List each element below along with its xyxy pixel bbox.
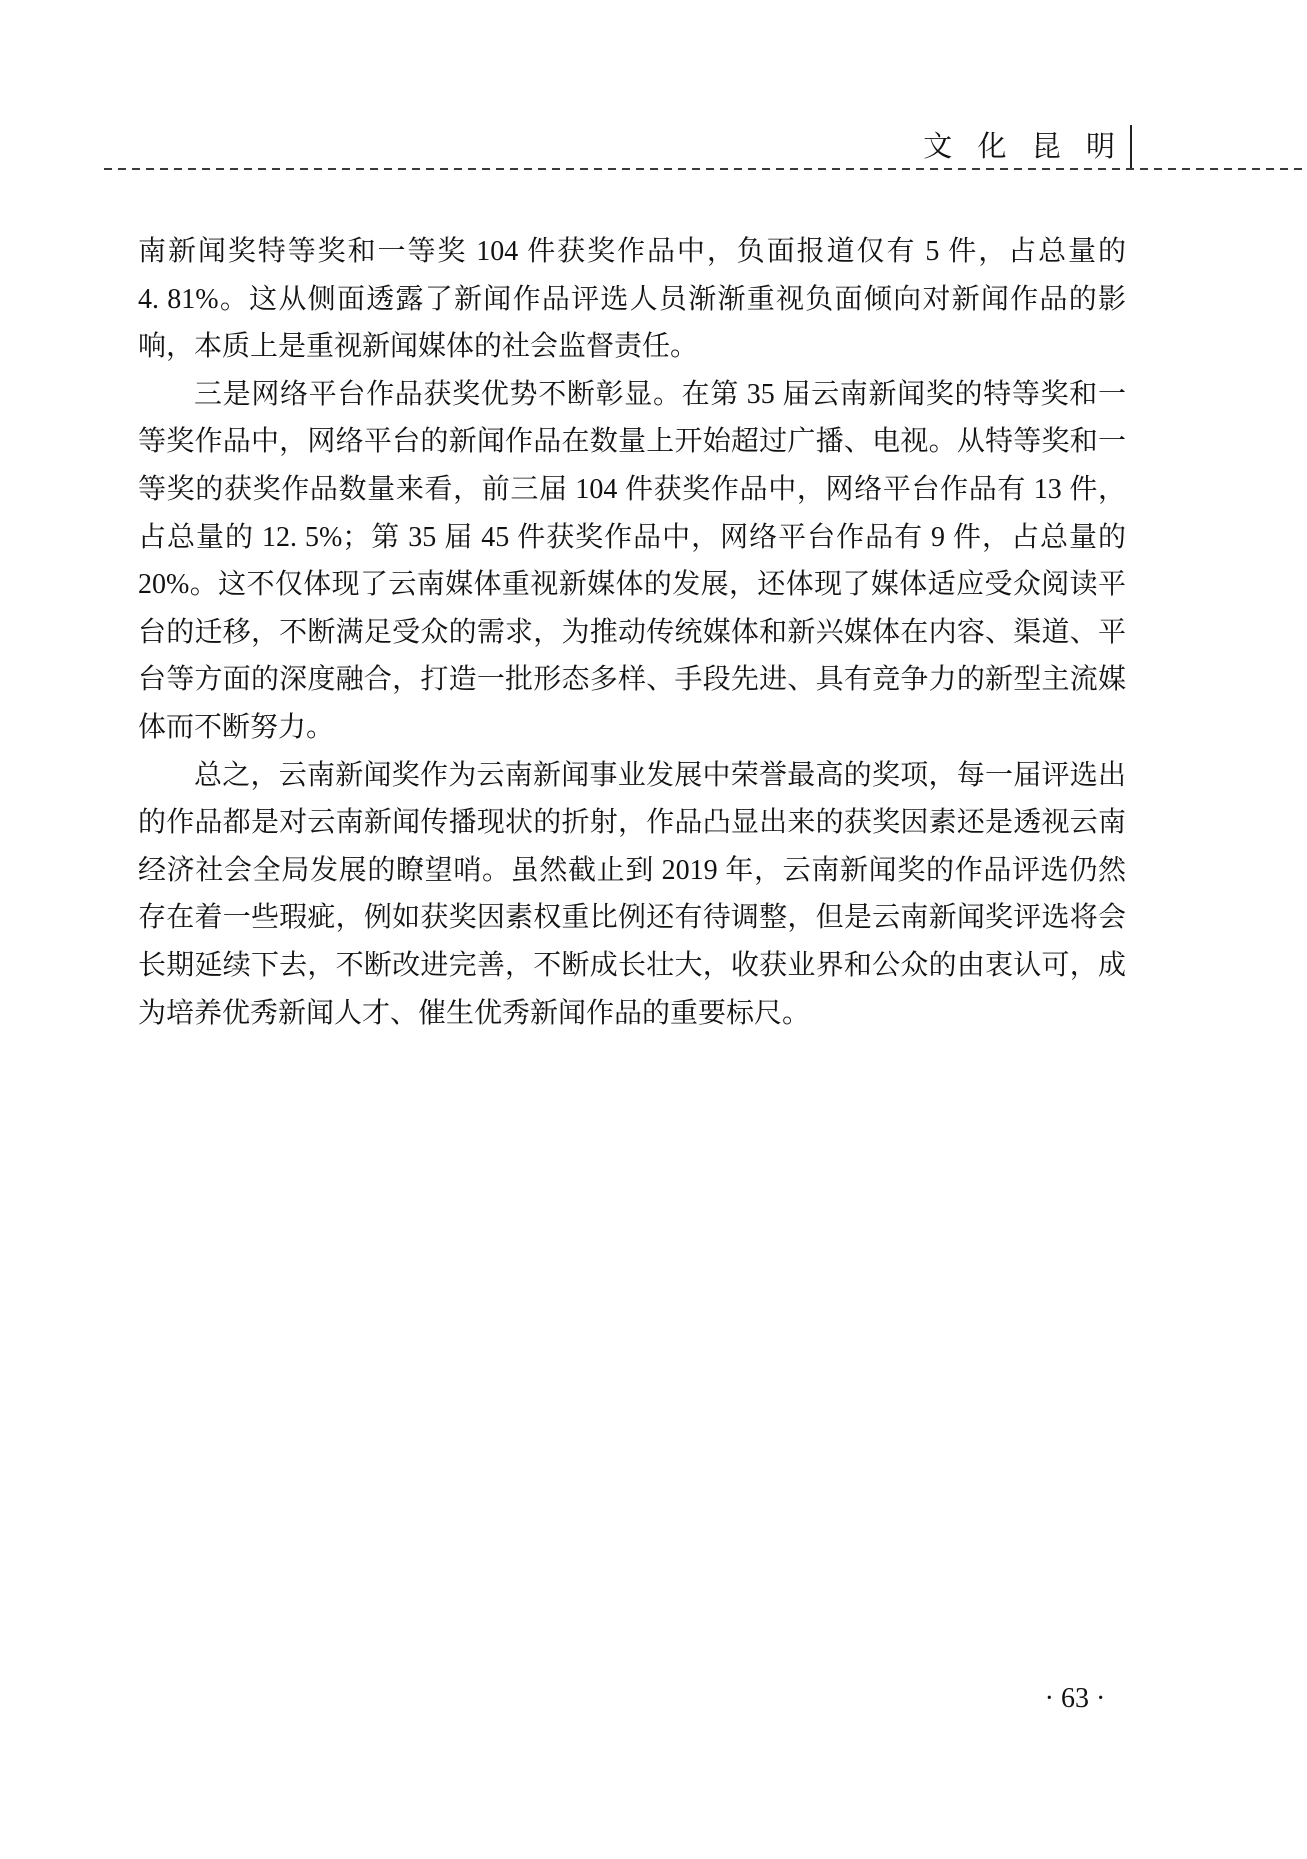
text-line: 台等方面的深度融合，打造一批形态多样、手段先进、具有竞争力的新型主流媒 <box>138 664 1126 696</box>
text-line: 占总量的 12. 5%；第 35 届 45 件获奖作品中，网络平台作品有 9 件，占总量的 <box>138 521 1126 553</box>
text-line: 台的迁移，不断满足受众的需求，为推动传统媒体和新兴媒体在内容、渠道、平 <box>138 616 1126 648</box>
text-line: 为培养优秀新闻人才、催生优秀新闻作品的重要标尺。 <box>138 997 811 1029</box>
body-text <box>138 228 1126 1037</box>
text-line: 长期延续下去，不断改进完善，不断成长壮大，收获业界和公众的由衷认可，成 <box>138 949 1126 981</box>
header-vertical-bar <box>1130 125 1132 170</box>
text-line: 南新闻奖特等奖和一等奖 104 件获奖作品中，负面报道仅有 5 件，占总量的 <box>138 236 1126 267</box>
text-line: 等奖作品中，网络平台的新闻作品在数量上开始超过广播、电视。从特等奖和一 <box>138 426 1126 458</box>
text-line: 4. 81%。这从侧面透露了新闻作品评选人员渐渐重视负面倾向对新闻作品的影 <box>138 283 1126 315</box>
text-line: 体而不断努力。 <box>138 711 335 743</box>
text-line: 总之，云南新闻奖作为云南新闻事业发展中荣誉最高的奖项，每一届评选出 <box>194 759 1126 791</box>
text-line: 等奖的获奖作品数量来看，前三届 104 件获奖作品中，网络平台作品有 13 件， <box>138 473 1126 505</box>
text-line: 20%。这不仅体现了云南媒体重视新媒体的发展，还体现了媒体适应受众阅读平 <box>138 569 1126 601</box>
text-line: 存在着一些瑕疵，例如获奖因素权重比例还有待调整，但是云南新闻奖评选将会 <box>138 902 1126 934</box>
page-header-title: 文 化 昆 明 <box>923 131 1124 163</box>
header-dashed-divider <box>104 168 1307 170</box>
text-line: 三是网络平台作品获奖优势不断彰显。在第 35 届云南新闻奖的特等奖和一 <box>194 378 1126 410</box>
text-line: 的作品都是对云南新闻传播现状的折射，作品凸显出来的获奖因素还是透视云南 <box>138 807 1126 839</box>
text-line: 响，本质上是重视新闻媒体的社会监督责任。 <box>138 331 699 363</box>
page-number: · 63 · <box>1044 1683 1106 1714</box>
text-line: 经济社会全局发展的瞭望哨。虽然截止到 2019 年，云南新闻奖的作品评选仍然 <box>138 854 1126 886</box>
